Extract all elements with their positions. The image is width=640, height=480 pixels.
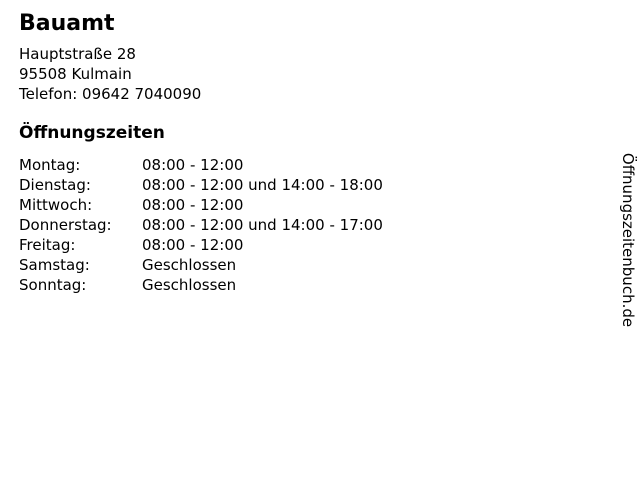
hours-time-value: 08:00 - 12:00	[142, 156, 244, 174]
hours-time-value: 08:00 - 12:00 und 14:00 - 17:00	[142, 216, 383, 234]
hours-time-value: Geschlossen	[142, 256, 237, 274]
hours-day-label: Freitag:	[19, 236, 76, 254]
address-phone: Telefon: 09642 7040090	[19, 85, 202, 103]
hours-row	[19, 215, 383, 235]
hours-time-value: Geschlossen	[142, 276, 237, 294]
opening-hours-table	[19, 155, 383, 295]
hours-time-value: 08:00 - 12:00	[142, 196, 244, 214]
oeffnungszeitenbuch-watermark-link[interactable]: Öffnungszeitenbuch.de	[619, 152, 637, 328]
address-city: 95508 Kulmain	[19, 65, 132, 83]
hours-day-label: Donnerstag:	[19, 216, 112, 234]
hours-row	[19, 195, 383, 215]
page-title: Bauamt	[19, 11, 115, 36]
opening-hours-heading: Öffnungszeiten	[19, 123, 165, 143]
hours-day-label: Dienstag:	[19, 176, 91, 194]
hours-day-label: Sonntag:	[19, 276, 87, 294]
address-street: Hauptstraße 28	[19, 45, 136, 63]
hours-row	[19, 255, 383, 275]
address-block	[19, 44, 600, 104]
hours-row	[19, 155, 383, 175]
hours-time-value: 08:00 - 12:00 und 14:00 - 18:00	[142, 176, 383, 194]
hours-row	[19, 235, 383, 255]
hours-row	[19, 275, 383, 295]
hours-row	[19, 175, 383, 195]
hours-day-label: Samstag:	[19, 256, 90, 274]
hours-time-value: 08:00 - 12:00	[142, 236, 244, 254]
hours-day-label: Montag:	[19, 156, 81, 174]
hours-day-label: Mittwoch:	[19, 196, 93, 214]
